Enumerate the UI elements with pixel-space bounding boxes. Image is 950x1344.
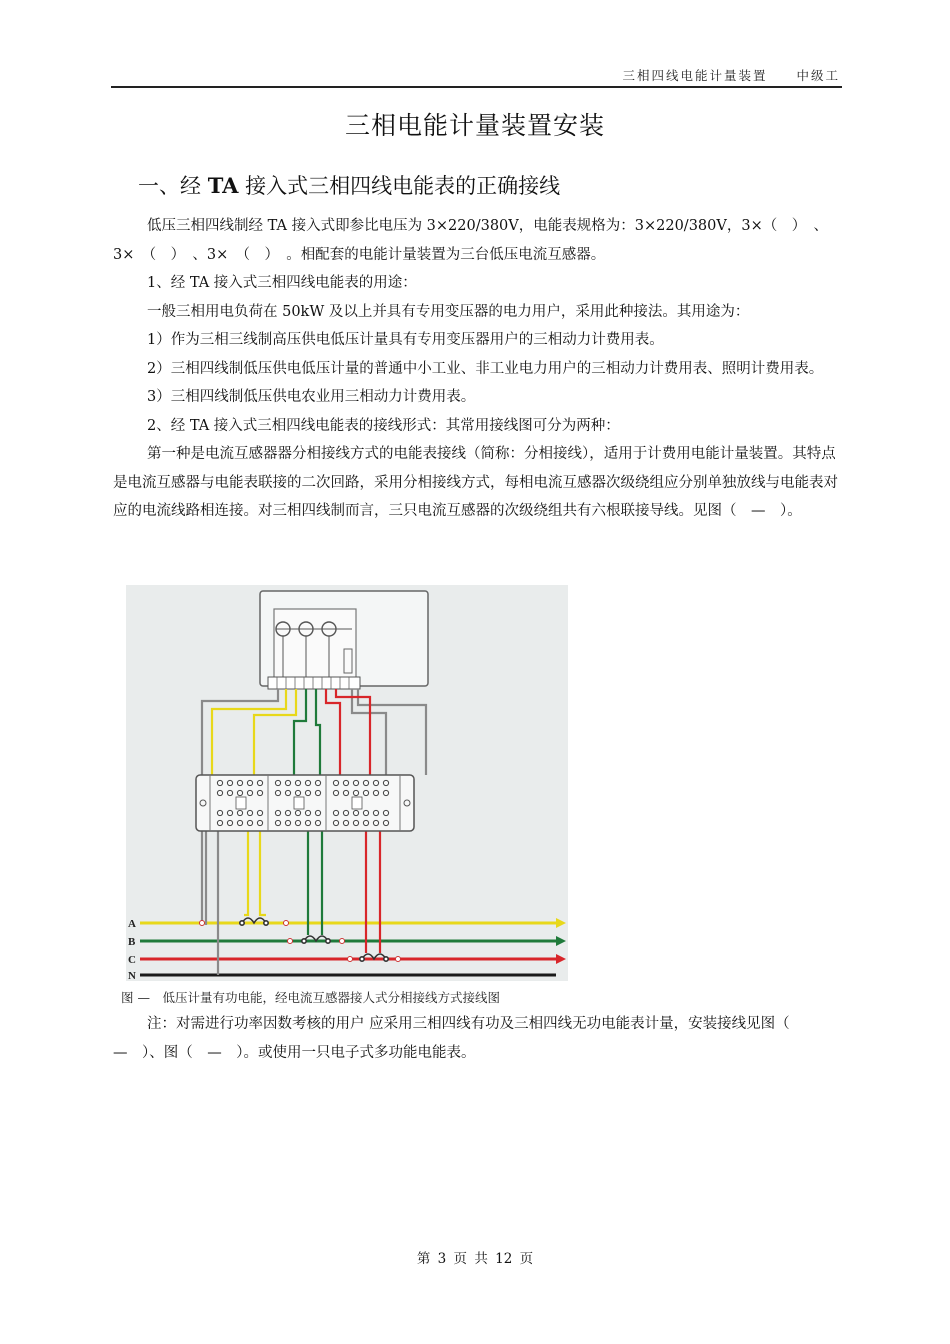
section-heading-prefix: 一、经 (138, 174, 208, 198)
section-heading (138, 170, 560, 200)
wire-yellow (260, 831, 266, 915)
wire-gray (358, 689, 426, 775)
header-rule (111, 86, 842, 88)
paragraph-spec: 低压三相四线制经 TA 接入式即参比电压为 3×220/380V，电能表规格为：3×220/380V，3×（ ） 、3× （ ） 、3× （ ） 。相配套的电能计量装置为三台低压电流互感器。 (113, 218, 828, 263)
running-header: 三相四线电能计量装置 中级工 (622, 68, 840, 83)
figure-caption: 图 — 低压计量有功电能，经电流互感器接人式分相接线方式接线图 (121, 990, 500, 1005)
wire-yellow (244, 831, 248, 915)
paragraph-usage-heading: 1、经 TA 接入式三相四线电能表的用途： (147, 275, 417, 291)
phase-b-arrow (556, 936, 566, 946)
phase-a-arrow (556, 918, 566, 928)
paragraph-usage-2: 2）三相四线制低压供电低压计量的普通中小工业、非工业电力用户的三相动力计费用表、照明计费用表。 (147, 360, 824, 377)
meter-terminal-strip (268, 677, 360, 689)
wire-green (316, 689, 320, 775)
wire-red (326, 689, 340, 775)
wiring-diagram (126, 585, 568, 981)
paragraph-wiring-type-1: 第一种是电流互感器器分相接线方式的电能表接线（简称：分相接线），适用于计费用电能计量装置。其特点是电流互感器与电能表联接的二次回路，采用分相接线方式，每相电流互感器次级绕组应分别单独放线与电能表对应的电流线路相连接。对三相四线制而言，三只电流互感器的次级绕组共有六根联接导线。见图（ — ）。 (113, 446, 838, 519)
section-heading-bold: TA (207, 173, 239, 198)
body-text-top (113, 212, 841, 526)
paragraph-usage-3: 3）三相四线制低压供电农业用三相动力计费用表。 (147, 389, 476, 405)
ct-phase-b (302, 936, 330, 943)
ct-phase-a (240, 918, 268, 925)
paragraph-wiring-heading: 2、经 TA 接入式三相四线电能表的接线形式：其常用接线图可分为两种： (147, 417, 620, 434)
page-title: 三相电能计量装置安装 (344, 111, 605, 140)
page-footer: 第 3 页 共 12 页 (416, 1251, 534, 1267)
phase-label-c: C (128, 954, 136, 966)
section-heading-suffix: 接入式三相四线电能表的正确接线 (238, 174, 561, 198)
paragraph-usage-1: 1）作为三相三线制高压供电低压计量具有专用变压器用户的三相动力计费用表。 (147, 332, 664, 348)
phase-label-a: A (128, 918, 136, 930)
phase-c-arrow (556, 954, 566, 964)
paragraph-usage-intro: 一般三相用电负荷在 50kW 及以上并具有专用变压器的电力用户，采用此种接法。其用途为： (147, 303, 750, 320)
phase-label-b: B (128, 936, 136, 948)
phase-label-n: N (128, 970, 136, 981)
paragraph-note: 注：对需进行功率因数考核的用户 应采用三相四线有功及三相四线无功电能表计量，安装接线见图（ — ）、图（ — ）。或使用一只电子式多功能电能表。 (113, 1016, 805, 1061)
ct-phase-c (360, 954, 388, 961)
wiring-diagram-figure (126, 585, 568, 981)
body-text-bottom (113, 1010, 841, 1067)
